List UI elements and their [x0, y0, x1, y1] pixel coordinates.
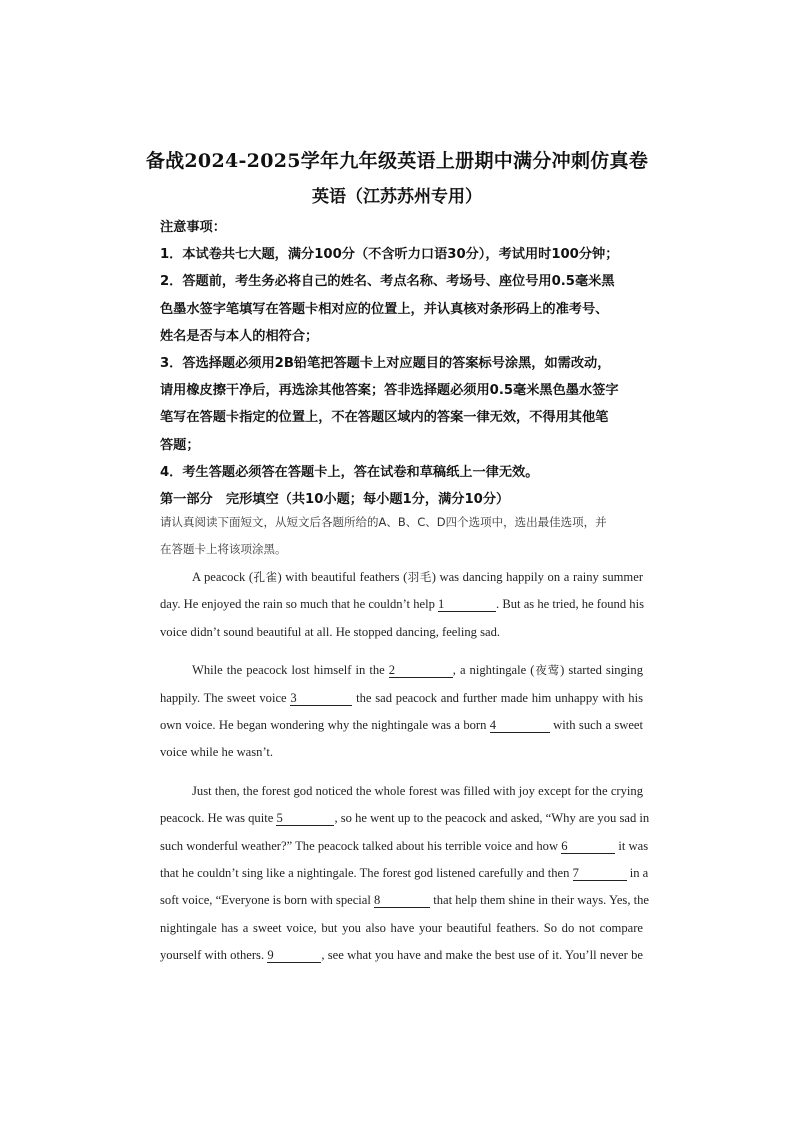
passage-paragraph: A peacock (孔雀) with beautiful feathers (羽毛) was dancing happily on a rainy summer day. He enjoyed the rain so much that he couldn’t help 1 . But as he tried, he found his voice didn’t sound beautiful at all. He stopped dancing, feeling sad.: [160, 570, 644, 639]
section-instruction: [160, 509, 645, 563]
notice-line: 姓名是否与本人的相符合；: [160, 328, 319, 344]
blank-9[interactable]: 9: [267, 948, 321, 963]
blank-3[interactable]: 3: [290, 691, 352, 706]
blank-1[interactable]: 1: [438, 597, 496, 612]
blank-2[interactable]: 2: [389, 663, 453, 678]
section-heading: 第一部分 完形填空（共10小题；每小题1分，满分10分）: [160, 491, 510, 507]
blank-8[interactable]: 8: [374, 893, 430, 908]
notice-line: 色墨水签字笔填写在答题卡相对应的位置上，并认真核对条形码上的准考号、: [160, 301, 609, 317]
notice-block: [160, 214, 640, 513]
notice-line: 请用橡皮擦干净后，再选涂其他答案；答非选择题必须用0.5毫米黑色墨水签字: [160, 383, 619, 399]
instruction-line: 在答题卡上将该项涂黑。: [160, 542, 287, 556]
notice-heading: 注意事项：: [160, 220, 226, 235]
notice-line: 4．考生答题必须答在答题卡上，答在试卷和草稿纸上一律无效。: [160, 464, 539, 480]
passage-paragraph: While the peacock lost himself in the 2 , a nightingale (夜莺) started singing happily. The sweet voice 3 the sad peacock and further made him unhappy with his own voice. He began wondering why the nightingale was a born 4 with such a sweet voice while he wasn’t.: [160, 663, 644, 760]
passage-paragraph: Just then, the forest god noticed the whole forest was filled with joy except for the crying peacock. He was quite 5 , so he went up to the peacock and asked, “Why are you sad in such wonderful weather?” The peacock talked about his terrible voice and how 6 it was that he couldn’t sing like a nightingale. The forest god listened carefully and then 7 in a soft voice, “Everyone is born with special 8 that help them shine in their ways. Yes, the nightingale has a sweet voice, but you also have your beautiful feathers. So do not compare yourself with others. 9 , see what you have and make the best use of it. You’ll never be: [160, 783, 650, 963]
blank-4[interactable]: 4: [490, 718, 550, 733]
notice-line: 笔写在答题卡指定的位置上，不在答题区域内的答案一律无效，不得用其他笔: [160, 410, 609, 426]
cloze-passage: [160, 564, 650, 980]
notice-line: 2．答题前，考生务必将自己的姓名、考点名称、考场号、座位号用0.5毫米黑: [160, 274, 615, 290]
notice-line: 1．本试卷共七大题，满分100分（不含听力口语30分），考试用时100分钟；: [160, 247, 619, 263]
blank-5[interactable]: 5: [276, 811, 334, 826]
notice-line: 3．答选择题必须用2B铅笔把答题卡上对应题目的答案标号涂黑，如需改动，: [160, 355, 611, 371]
instruction-line: 请认真阅读下面短文，从短文后各题所给的A、B、C、D四个选项中，选出最佳选项，并: [160, 515, 607, 529]
blank-7[interactable]: 7: [573, 866, 627, 881]
exam-subtitle: 英语（江苏苏州专用）: [312, 187, 482, 207]
notice-line: 答题；: [160, 437, 200, 453]
blank-6[interactable]: 6: [561, 839, 615, 854]
exam-title: 备战2024-2025学年九年级英语上册期中满分冲刺仿真卷: [145, 150, 649, 172]
